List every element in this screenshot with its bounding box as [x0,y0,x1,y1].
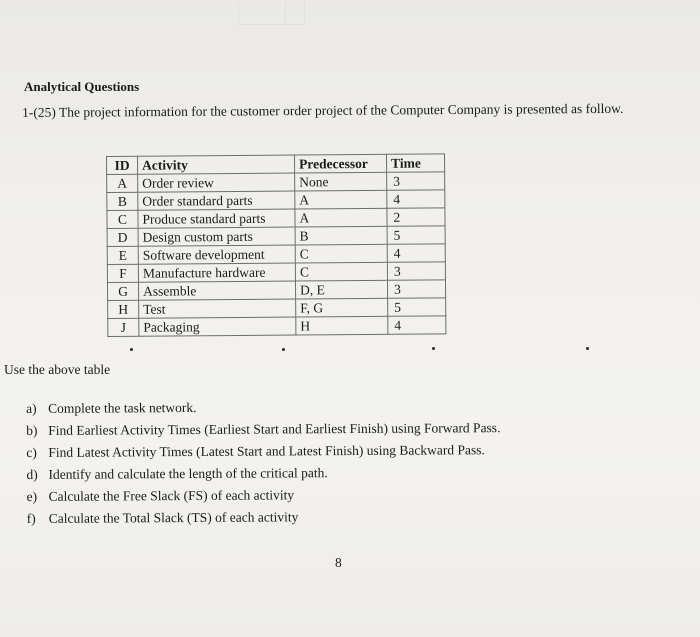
table-header-row [107,154,445,175]
scan-dot [282,348,285,351]
header-time: Time [386,154,444,172]
cell-id: B [107,192,138,210]
item-text: Complete the task network. [48,399,197,416]
header-predecessor: Predecessor [294,154,386,173]
question-list [26,395,501,530]
cell-id: E [107,246,138,264]
item-label: b) [26,422,38,438]
cell-id: G [107,282,138,300]
page-number: 8 [335,555,342,570]
cell-time: 5 [387,226,445,244]
table-row [107,280,445,301]
table-row [107,262,445,283]
cell-id: D [107,228,138,246]
cell-activity: Assemble [138,281,295,300]
item-text: Find Earliest Activity Times (Earliest Start and Earliest Finish) using Forward Pass. [48,420,501,438]
cell-predecessor: A [295,190,387,209]
question-intro: 1-(25) The project information for the customer order project of the Computer Company is presented as follow. [22,100,624,120]
scan-dot [586,347,589,350]
list-item [27,483,501,508]
item-label: c) [26,444,37,460]
list-item [27,505,501,530]
list-item [26,417,500,442]
item-label: a) [26,400,37,416]
scan-dot [432,347,435,350]
item-label: f) [26,510,36,526]
item-label: e) [26,488,38,504]
table-row [107,244,445,265]
table-row [108,298,446,319]
cell-predecessor: F, G [296,298,388,317]
table-row [107,208,445,229]
header-id: ID [107,156,138,174]
item-label: d) [26,466,38,482]
table-row [108,316,446,337]
cell-predecessor: None [295,172,387,191]
project-activity-table [106,153,446,337]
item-text: Find Latest Activity Times (Latest Start and Latest Finish) using Backward Pass. [48,442,485,460]
faint-margin-mark [238,0,286,25]
cell-time: 2 [387,208,445,226]
cell-id: J [108,318,139,336]
cell-predecessor: B [295,226,387,245]
cell-activity: Order standard parts [138,191,295,210]
cell-id: H [108,300,139,318]
cell-time: 3 [387,262,445,280]
cell-time: 4 [388,316,446,334]
item-text: Identify and calculate the length of the critical path. [48,465,328,482]
item-text: Calculate the Free Slack (FS) of each activity [48,487,295,504]
header-activity: Activity [138,155,295,174]
use-table-instruction: Use the above table [4,362,111,377]
section-heading: Analytical Questions [24,79,140,94]
cell-time: 3 [387,172,445,190]
cell-activity: Produce standard parts [138,209,295,228]
faint-margin-mark [284,0,305,25]
cell-activity: Test [139,299,296,318]
table-row [107,226,445,247]
list-item [26,439,500,464]
table-row [107,172,445,193]
cell-id: C [107,210,138,228]
cell-activity: Order review [138,173,295,192]
scan-dot [130,348,133,351]
cell-time: 4 [387,190,445,208]
cell-time: 3 [387,280,445,298]
list-item [26,395,500,420]
cell-activity: Software development [138,245,295,264]
list-item [26,461,500,486]
cell-time: 5 [388,298,446,316]
item-text: Calculate the Total Slack (TS) of each activity [48,509,299,526]
cell-id: F [107,264,138,282]
cell-predecessor: C [295,262,387,281]
cell-predecessor: H [296,316,388,335]
table-row [107,190,445,211]
cell-activity: Design custom parts [138,227,295,246]
cell-time: 4 [387,244,445,262]
cell-id: A [107,174,138,192]
cell-predecessor: A [295,208,387,227]
cell-activity: Manufacture hardware [138,263,295,282]
cell-activity: Packaging [139,317,296,336]
cell-predecessor: C [295,244,387,263]
cell-predecessor: D, E [295,280,387,299]
